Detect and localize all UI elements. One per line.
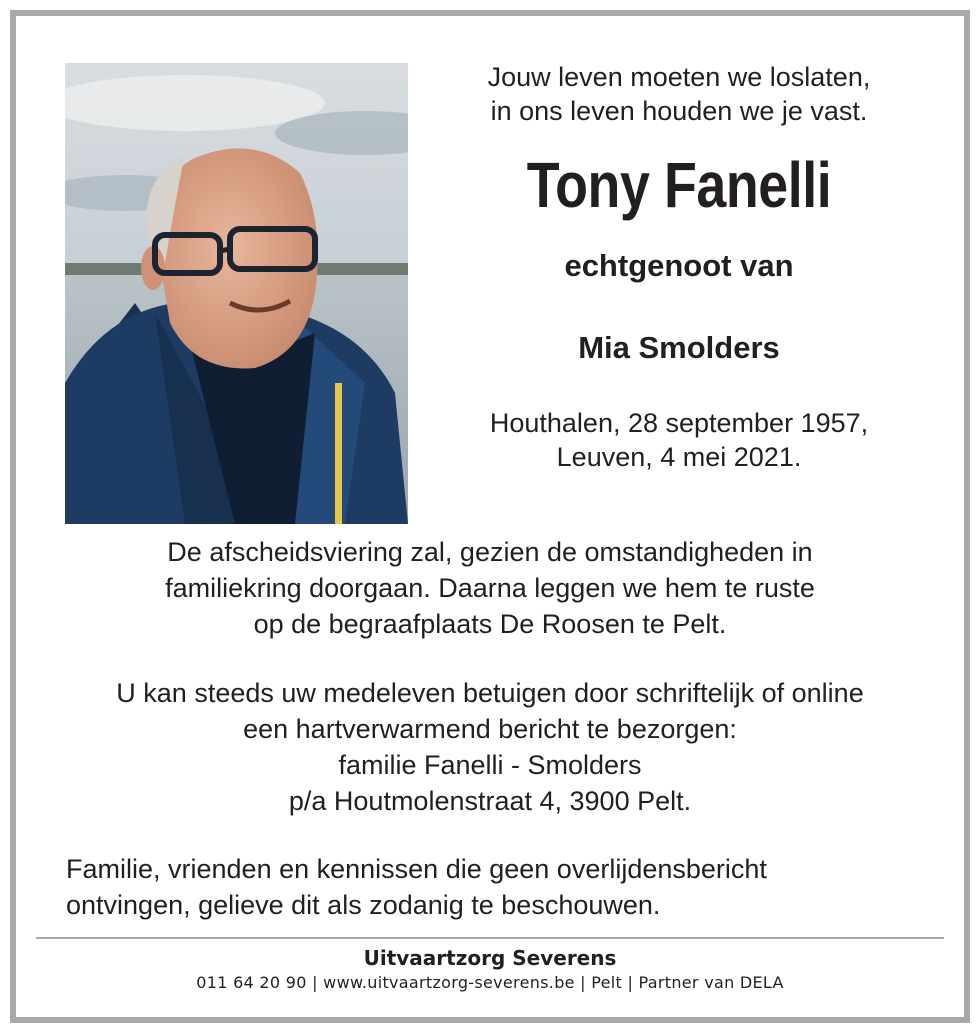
funeral-home-contact: 011 64 20 90 | www.uitvaartzorg-severens.be | Pelt | Partner van DELA bbox=[196, 973, 784, 992]
text-line: op de begraafplaats De Roosen te Pelt. bbox=[253, 609, 727, 639]
notice-frame bbox=[10, 10, 970, 1023]
text-line: De afscheidsviering zal, gezien de omstandigheden in bbox=[167, 537, 813, 567]
condolence-paragraph bbox=[36, 675, 944, 819]
header-column bbox=[414, 60, 944, 474]
ceremony-paragraph bbox=[36, 534, 944, 642]
family-name-line: familie Fanelli - Smolders bbox=[338, 750, 642, 780]
death-line: Leuven, 4 mei 2021. bbox=[556, 442, 802, 472]
text-line: Familie, vrienden en kennissen die geen overlijdensbericht bbox=[66, 854, 767, 884]
life-dates bbox=[414, 406, 944, 474]
text-line: familiekring doorgaan. Daarna leggen we hem te ruste bbox=[165, 573, 815, 603]
funeral-home-name: Uitvaartzorg Severens bbox=[363, 946, 617, 970]
verse-line: Jouw leven moeten we loslaten, bbox=[487, 62, 871, 92]
portrait-photo-icon bbox=[65, 63, 408, 524]
verse bbox=[414, 60, 944, 128]
text-line: een hartverwarmend bericht te bezorgen: bbox=[243, 714, 737, 744]
deceased-name: Tony Fanelli bbox=[526, 149, 832, 221]
spouse-name: Mia Smolders bbox=[578, 330, 780, 365]
portrait-photo bbox=[65, 63, 408, 524]
text-line: ontvingen, gelieve dit als zodanig te beschouwen. bbox=[66, 890, 661, 920]
address-line: p/a Houtmolenstraat 4, 3900 Pelt. bbox=[288, 786, 692, 816]
relation-label: echtgenoot van bbox=[564, 248, 794, 283]
birth-line: Houthalen, 28 september 1957, bbox=[489, 408, 869, 438]
verse-line: in ons leven houden we je vast. bbox=[490, 96, 868, 126]
closing-paragraph bbox=[36, 851, 944, 923]
text-line: U kan steeds uw medeleven betuigen door schriftelijk of online bbox=[116, 678, 864, 708]
footer-divider bbox=[36, 937, 944, 939]
